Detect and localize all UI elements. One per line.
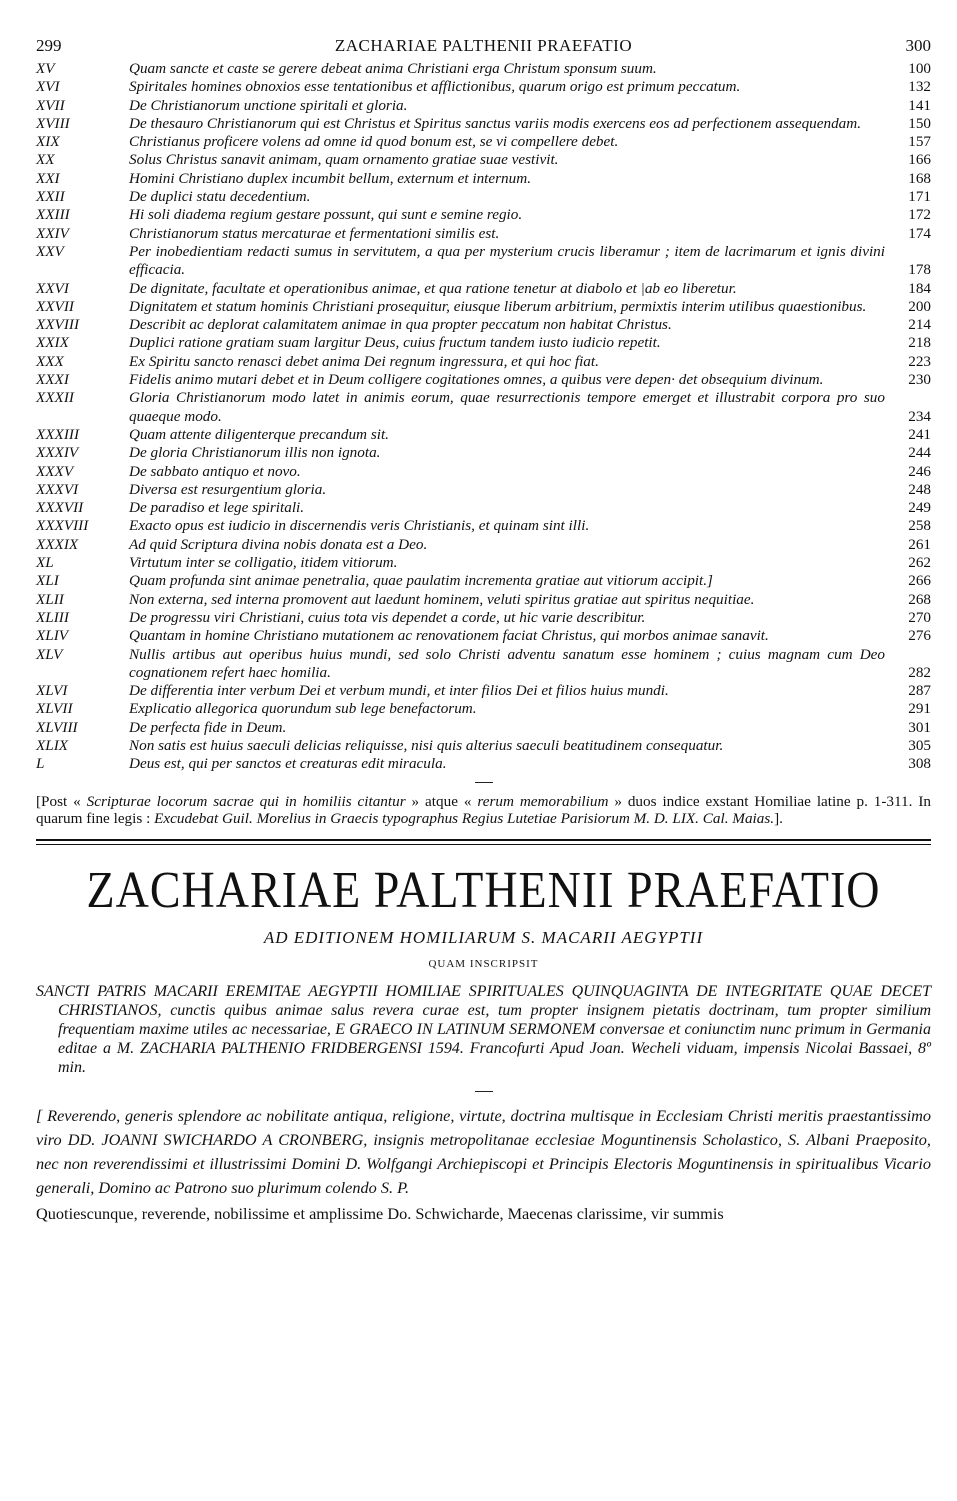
toc-page: 287 [908,682,931,700]
toc-title: Describit ac deplorat calamitatem animae in qua propter peccatum non habitat Christus. [129,316,672,334]
toc-page: 291 [908,700,931,718]
toc-number: XLVI [36,682,68,700]
page-number-right: 300 [905,36,931,55]
toc-row [36,517,931,535]
toc-page: 157 [908,133,931,151]
toc-number: XV [36,60,55,77]
toc-page: 223 [908,352,931,370]
toc-row [36,737,931,755]
toc-page: 150 [908,114,931,132]
toc-page: 301 [908,718,931,736]
toc-number: XXXII [36,389,74,407]
toc-page: 172 [908,206,931,224]
toc-page: 276 [908,627,931,645]
toc-title: Diversa est resurgentium gloria. [129,480,327,498]
toc-title: Non externa, sed interna promovent aut laedunt hominem, veluti spiritus gratiae aut spiritus nequitiae. [129,590,755,608]
toc-page: 266 [908,572,931,590]
toc-row [36,554,931,572]
toc-row [36,389,931,426]
toc-page: 248 [908,480,931,498]
toc-number: XXVII [36,297,74,315]
table-of-contents [36,60,931,774]
toc-title: Quam attente diligenterque precandum sit. [129,425,389,443]
toc-page: 168 [908,169,931,187]
toc-row [36,627,931,645]
toc-number: XLIII [36,608,69,626]
toc-title: De paradiso et lege spiritali. [129,499,305,517]
toc-number: XXII [36,188,65,206]
toc-title: Non satis est huius saeculi delicias reliquisse, nisi quis alterius saeculi beatitudinem consequatur. [129,736,724,754]
toc-row [36,97,931,115]
short-rule [475,782,493,783]
toc-number: XLV [36,645,63,663]
toc-number: XXXVII [36,499,84,517]
toc-row [36,243,931,280]
running-head [36,30,931,60]
toc-number: XXVIII [36,316,80,334]
toc-title: Gloria Christianorum modo latet in animis eorum, quae resurrectionis tempore emerget et illustrabit corpora pro suo quaeque modo. [129,389,885,425]
toc-page: 305 [908,736,931,754]
toc-title: Homini Christiano duplex incumbit bellum, externum et internum. [129,169,531,187]
toc-number: XXVI [36,279,69,297]
toc-page: 241 [908,425,931,443]
toc-page: 214 [908,316,931,334]
toc-row [36,151,931,169]
toc-title: Christianus proficere volens ad omne id quod bonum est, se vi compellere debet. [129,133,619,151]
toc-page: 258 [908,517,931,535]
toc-title: Ex Spiritu sancto renasci debet anima Dei regnum ingressura, et qui hoc fiat. [129,352,599,370]
toc-title: Nullis artibus aut operibus huius mundi, sed solo Christi adventu sanatum esse hominem ; cuius magnam cum Deo cognationem refert haec homilia. [129,645,885,681]
toc-row [36,463,931,481]
toc-title: Christianorum status mercaturae et fermentationi similis est. [129,224,500,242]
toc-number: XLIX [36,736,69,754]
toc-title: Duplici ratione gratiam suam largitur Deus, cuius fructum tandem iusto iudicio repetit. [129,334,661,352]
toc-page: 261 [908,535,931,553]
toc-page: 249 [908,499,931,517]
toc-number: XXX [36,352,64,370]
toc-row [36,133,931,151]
toc-page: 230 [908,371,931,389]
toc-row [36,115,931,133]
toc-title: De Christianorum unctione spiritali et gloria. [129,96,408,114]
toc-page: 178 [908,261,931,279]
toc-title: Dignitatem et statum hominis Christiani prosequitur, eiusque liberum arbitrium, permixtis interim utilibus quaestionibus. [129,297,867,315]
toc-row [36,481,931,499]
toc-number: XLVIII [36,718,78,736]
toc-page: 270 [908,608,931,626]
toc-row [36,609,931,627]
toc-number: XXXV [36,462,74,480]
toc-row [36,298,931,316]
toc-row [36,371,931,389]
toc-row [36,426,931,444]
editorial-note: [Post « Scripturae locorum sacrae qui in homiliis citantur » atque « rerum memorabilium » duos indice exstant Homiliae latine p. 1-311. In quarum fine legis : Excudebat Guil. Morelius in Graecis typographus Regius Lutetiae Parisiorum M. D. LIX. Cal. Maias.]. [36,792,932,827]
toc-row [36,755,931,773]
toc-title: De thesauro Christianorum qui est Christus et Spiritus sanctus variis modis exercens eos ad perfectionem assequendam. [129,114,862,132]
toc-number: XXXI [36,371,69,389]
book-title-paragraph: SANCTI PATRIS MACARII EREMITAE AEGYPTII HOMILIAE SPIRITUALES QUINQUAGINTA DE INTEGRITATE QUAE DECET CHRISTIANOS, cunctis quibus animae salus revera curae est, tum propter insignem pietatis doctrinam, tum propter similium frequentiam maxime utiles ac necessariae, E GRAECO IN LATINUM SERMONEM conversae et coniunctim nunc primum in Germania editae a M. ZACHARIA PALTHENIO FRIDBERGENSI 1594. Francofurti Apud Joan. Wecheli viduam, impensis Nicolai Bassaei, 8º min. [36,982,931,1076]
toc-number: XLI [36,572,59,590]
toc-row [36,499,931,517]
toc-row [36,206,931,224]
toc-title: Quam sancte et caste se gerere debeat anima Christiani erga Christum sponsum suum. [129,60,657,77]
toc-number: XLII [36,590,64,608]
section-heading: ZACHARIAE PALTHENII PRAEFATIO [86,860,881,918]
toc-row [36,646,931,683]
toc-page: 234 [908,407,931,425]
toc-title: Per inobedientiam redacti sumus in servitutem, a qua per mysterium crucis liberamur ; item de lacrimarum et ignis divini efficacia. [129,242,885,279]
toc-row [36,536,931,554]
toc-number: XXXIX [36,535,79,553]
toc-title: De gloria Christianorum illis non ignota. [129,444,381,462]
toc-title: De sabbato antiquo et novo. [129,462,301,480]
toc-title: De duplici statu decedentium. [129,188,311,206]
toc-page: 184 [908,279,931,297]
toc-number: XVI [36,78,60,96]
body-text: Quotiescunque, reverende, nobilissime et amplissime Do. Schwicharde, Maecenas clarissime, vir summis [36,1203,724,1223]
toc-number: XX [36,151,55,169]
toc-number: XIX [36,133,60,151]
toc-row [36,334,931,352]
toc-title: Deus est, qui per sanctos et creaturas edit miracula. [129,755,447,773]
toc-page: 246 [908,462,931,480]
toc-title: Quam profunda sint animae penetralia, quae paulatim incrementa gratiae aut vitiorum accipit.] [129,572,713,590]
toc-row [36,188,931,206]
toc-row [36,170,931,188]
toc-page: 171 [908,188,931,206]
section-small-caption: QUAM INSCRIPSIT [428,957,539,970]
toc-number: XLVII [36,700,73,718]
toc-title: Spiritales homines obnoxios esse tentationibus et afflictionibus, quarum origo est primum peccatum. [129,78,741,96]
dedication-paragraph: [ Reverendo, generis splendore ac nobilitate antiqua, religione, virtute, doctrina multisque in Ecclesiam Christi meritis praestantissimo viro DD. JOANNI SWICHARDO A CRONBERG, insignis metropolitanae ecclesiae Moguntinensis Scholastico, S. Albani Praeposito, nec non reverendissimi et illustrissimi Domini D. Wolfgangi Archiepiscopi et Principis Electoris Moguntinensis in spiritualibus Vicario generali, Domino ac Patrono suo plurimum colendo S. P. [36,1105,931,1197]
toc-title: Hi soli diadema regium gestare possunt, qui sunt e semine regio. [129,206,523,224]
toc-number: L [36,755,45,773]
toc-number: XXIV [36,224,69,242]
toc-row [36,700,931,718]
toc-title: De differentia inter verbum Dei et verbum mundi, et inter filios Dei et filios huius mundi. [129,682,669,700]
toc-title: Virtutum inter se colligatio, itidem vitiorum. [129,554,398,572]
toc-row [36,682,931,700]
toc-page: 244 [908,444,931,462]
toc-row [36,591,931,609]
toc-page: 100 [908,60,931,77]
toc-row [36,719,931,737]
page-number-left: 299 [36,36,62,55]
toc-page: 132 [908,78,931,96]
page [36,30,931,1226]
toc-title: De progressu viri Christiani, cuius tota vis dependet a corde, ut hic varie describitur. [129,608,646,626]
toc-number: XXXVI [36,480,79,498]
toc-number: XXXIV [36,444,79,462]
section-subheading: AD EDITIONEM HOMILIARUM S. MACARII AEGYPTII [263,927,704,947]
toc-number: XXIX [36,334,69,352]
toc-number: XVII [36,96,65,114]
toc-number: XXV [36,242,64,260]
toc-page: 166 [908,151,931,169]
toc-page: 262 [908,554,931,572]
toc-page: 268 [908,590,931,608]
toc-row [36,225,931,243]
toc-row [36,78,931,96]
toc-row [36,444,931,462]
toc-title: Fidelis animo mutari debet et in Deum colligere cogitationes omnes, a quibus vere depen· det obsequium divinum. [129,371,824,389]
toc-title: Exacto opus est iudicio in discernendis veris Christianis, et quinam sint illi. [129,517,590,535]
toc-title: Explicatio allegorica quorundum sub lege benefactorum. [129,700,477,718]
toc-row [36,280,931,298]
toc-row [36,60,931,78]
toc-number: XLIV [36,627,69,645]
toc-number: XXXVIII [36,517,89,535]
toc-title: Quantam in homine Christiano mutationem ac renovationem faciat Christus, qui morbos animae sanavit. [129,627,769,645]
toc-row [36,353,931,371]
toc-title: Ad quid Scriptura divina nobis donata est a Deo. [129,535,428,553]
toc-title: Solus Christus sanavit animam, quam ornamento gratiae suae vestivit. [129,151,559,169]
short-rule-2 [475,1091,493,1092]
toc-row [36,572,931,590]
toc-page: 308 [908,755,931,773]
toc-number: XXIII [36,206,70,224]
toc-number: XXI [36,169,60,187]
toc-page: 174 [908,224,931,242]
toc-page: 282 [908,663,931,681]
toc-page: 200 [908,297,931,315]
toc-page: 218 [908,334,931,352]
running-title: ZACHARIAE PALTHENII PRAEFATIO [334,36,633,55]
toc-number: XVIII [36,114,70,132]
toc-number: XXXIII [36,425,80,443]
toc-title: De dignitate, facultate et operationibus animae, et qua ratione tenetur at diabolo et |ab eo liberetur. [129,279,737,297]
toc-number: XL [36,554,54,572]
toc-page: 141 [908,96,931,114]
toc-row [36,316,931,334]
toc-title: De perfecta fide in Deum. [129,718,287,736]
double-rule [36,839,931,845]
